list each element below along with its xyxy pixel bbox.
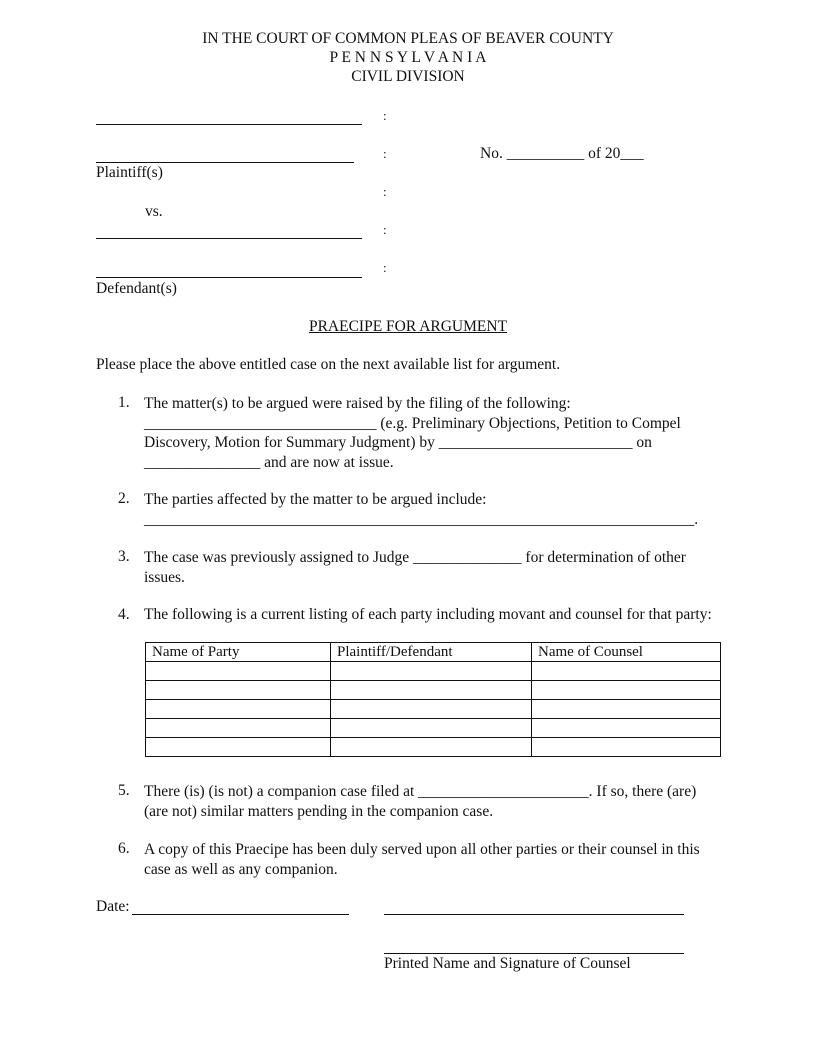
signature-caption: Printed Name and Signature of Counsel [384, 955, 631, 972]
role-cell[interactable] [331, 681, 532, 700]
item-number: 6. [118, 840, 130, 857]
defendant-label: Defendant(s) [96, 280, 177, 297]
party-cell[interactable] [146, 719, 331, 738]
table-row [146, 681, 721, 700]
item-text: There (is) (is not) a companion case filed at ______________________. If so, there (are) (are not) similar matters pending in the companion case. [144, 783, 697, 820]
item-number: 1. [118, 394, 130, 411]
table-row [146, 662, 721, 681]
role-cell[interactable] [331, 719, 532, 738]
item-text: The matter(s) to be argued were raised by the filing of the following: ______________________________ (e.g. Preliminary Objections, Petition to Compel Discovery, Motion for Summary Judgment) by _________________________ on _______________ and are now at issue. [144, 395, 681, 471]
item-text: A copy of this Praecipe has been duly served upon all other parties or their counsel in this case as well as any companion. [144, 841, 700, 878]
table-header-row [146, 643, 721, 662]
item-number: 4. [118, 606, 130, 623]
defendant-line-2[interactable] [96, 277, 362, 278]
party-table [145, 642, 721, 757]
versus-label: vs. [145, 203, 163, 220]
counsel-cell[interactable] [532, 719, 721, 738]
table-row [146, 738, 721, 757]
date-label: Date: [96, 898, 130, 915]
counsel-cell[interactable] [532, 738, 721, 757]
division-name: CIVIL DIVISION [351, 68, 465, 85]
item-number: 2. [118, 490, 130, 507]
printed-name-line[interactable] [384, 953, 684, 954]
plaintiff-label: Plaintiff(s) [96, 164, 163, 181]
intro-paragraph: Please place the above entitled case on the next available list for argument. [96, 356, 561, 373]
plaintiff-line-2[interactable] [96, 162, 354, 163]
document-title: PRAECIPE FOR ARGUMENT [308, 318, 508, 335]
item-number: 5. [118, 782, 130, 799]
party-cell[interactable] [146, 700, 331, 719]
plaintiff-line-1[interactable] [96, 124, 362, 125]
item-number: 3. [118, 548, 130, 565]
item-text: The following is a current listing of each party including movant and counsel for that party: [144, 606, 712, 623]
caption-colon: : [383, 146, 387, 161]
role-cell[interactable] [331, 700, 532, 719]
counsel-cell[interactable] [532, 681, 721, 700]
table-row [146, 719, 721, 738]
column-header-party: Name of Party [146, 643, 331, 662]
counsel-cell[interactable] [532, 700, 721, 719]
item-text: The case was previously assigned to Judge ______________ for determination of other issues. [144, 549, 686, 586]
caption-colon: : [383, 184, 387, 199]
defendant-line-1[interactable] [96, 238, 362, 239]
party-cell[interactable] [146, 662, 331, 681]
caption-colon: : [383, 108, 387, 123]
date-line[interactable] [132, 914, 349, 915]
party-cell[interactable] [146, 681, 331, 700]
column-header-counsel: Name of Counsel [532, 643, 721, 662]
item-text: The parties affected by the matter to be argued include: _______________________________________________________________________. [144, 491, 699, 528]
caption-colon: : [383, 260, 387, 275]
state-name: P E N N S Y L V A N I A [329, 49, 487, 66]
docket-number-field[interactable]: No. __________ of 20___ [480, 145, 644, 162]
counsel-cell[interactable] [532, 662, 721, 681]
column-header-role: Plaintiff/Defendant [331, 643, 532, 662]
role-cell[interactable] [331, 662, 532, 681]
party-cell[interactable] [146, 738, 331, 757]
signature-line[interactable] [384, 914, 684, 915]
table-row [146, 700, 721, 719]
caption-colon: : [383, 222, 387, 237]
role-cell[interactable] [331, 738, 532, 757]
court-name: IN THE COURT OF COMMON PLEAS OF BEAVER COUNTY [202, 30, 614, 47]
